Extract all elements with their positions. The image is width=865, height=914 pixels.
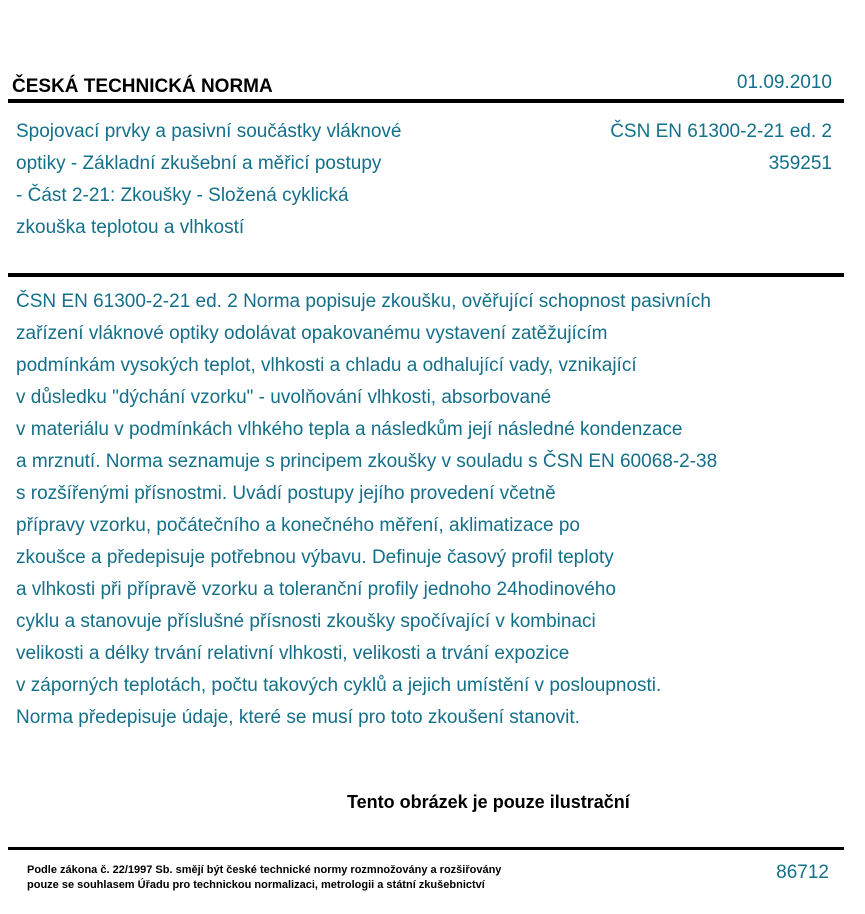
legal-line: Podle zákona č. 22/1997 Sb. smějí být české technické normy rozmnožovány a rozšiřovány xyxy=(27,864,502,876)
subject-line: zkouška teplotou a vlhkostí xyxy=(16,217,245,238)
abstract-line: přípravy vzorku, počátečního a konečného měření, aklimatizace po xyxy=(16,515,580,536)
legal-notice xyxy=(27,863,501,893)
abstract-line: a vlhkosti při přípravě vzorku a toleranční profily jednoho 24hodinového xyxy=(16,579,616,600)
header-rule xyxy=(8,99,844,103)
abstract-line: zařízení vláknové optiky odolávat opakovanému vystavení zatěžujícím xyxy=(16,323,608,344)
header-date: 01.09.2010 xyxy=(736,72,832,93)
abstract-line: v důsledku "dýchání vzorku" - uvolňování vlhkosti, absorbované xyxy=(16,387,552,408)
abstract-line: zkoušce a předepisuje potřebnou výbavu. Definuje časový profil teploty xyxy=(16,547,614,568)
abstract-line: s rozšířenými přísnostmi. Uvádí postupy jejího provedení včetně xyxy=(16,483,556,504)
subject-title xyxy=(16,116,466,244)
illustration-note: Tento obrázek je pouze ilustrační xyxy=(347,792,630,812)
abstract-line: podmínkám vysokých teplot, vlhkosti a chladu a odhalující vady, vznikající xyxy=(16,355,637,376)
subject-line: Spojovací prvky a pasivní součástky vláknové xyxy=(16,121,402,142)
abstract-text xyxy=(16,286,816,734)
abstract-line: velikosti a délky trvání relativní vlhkosti, velikosti a trvání expozice xyxy=(16,643,570,664)
section-rule xyxy=(8,273,844,277)
abstract-line: ČSN EN 61300-2-21 ed. 2 Norma popisuje zkoušku, ověřující schopnost pasivních xyxy=(16,291,711,312)
page-number: 86712 xyxy=(776,862,829,883)
abstract-line: cyklu a stanovuje příslušné přísnosti zkoušky spočívající v kombinaci xyxy=(16,611,596,632)
norm-identifier xyxy=(610,116,832,180)
norm-designation: ČSN EN 61300-2-21 ed. 2 xyxy=(610,121,832,142)
norm-class-number: 359251 xyxy=(768,153,832,174)
subject-line: optiky - Základní zkušební a měřicí postupy xyxy=(16,153,382,174)
footer-rule xyxy=(8,847,844,850)
legal-line: pouze se souhlasem Úřadu pro technickou normalizaci, metrologii a státní zkušebnictví xyxy=(27,879,485,891)
abstract-line: v materiálu v podmínkách vlhkého tepla a následkům její následné kondenzace xyxy=(16,419,683,440)
abstract-line: a mrznutí. Norma seznamuje s principem zkoušky v souladu s ČSN EN 60068-2-38 xyxy=(16,451,718,472)
subject-line: - Část 2-21: Zkoušky - Složená cyklická xyxy=(16,185,349,206)
abstract-line: Norma předepisuje údaje, které se musí pro toto zkoušení stanovit. xyxy=(16,707,580,728)
abstract-line: v záporných teplotách, počtu takových cyklů a jejich umístění v posloupnosti. xyxy=(16,675,662,696)
header-title: ČESKÁ TECHNICKÁ NORMA xyxy=(12,76,273,97)
